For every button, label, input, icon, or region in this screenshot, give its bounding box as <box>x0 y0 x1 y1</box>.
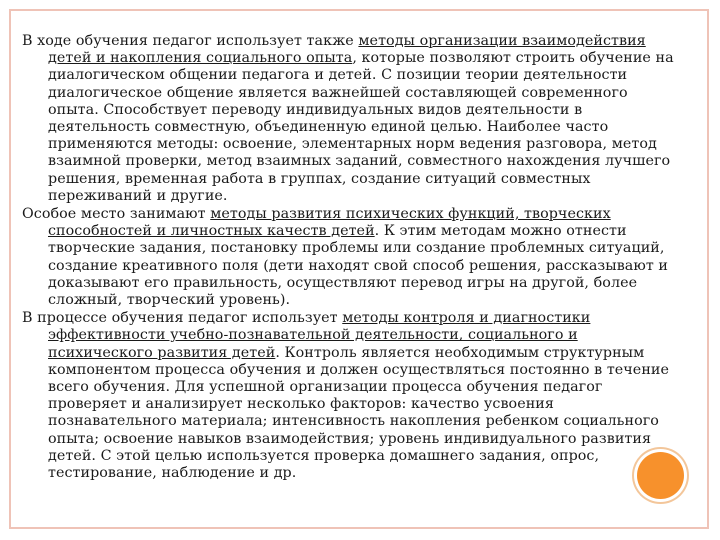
paragraph-text: В процессе обучения педагог использует <box>22 310 343 327</box>
paragraph-interaction-methods <box>22 33 682 205</box>
paragraph-development-methods <box>22 206 682 309</box>
paragraph-text: , которые позволяют строить обучение на диалогическом общении педагога и детей. С позиции теории деятельности диалогическое общение является важнейшей составляющей современного опыта. Способствует переводу индивидуальных видов деятельности в деятельность совместную, объединенную единой целью. Наиболее часто применяются методы: освоение, элементарных норм ведения разговора, метод взаимной проверки, метод взаимных заданий, совместного нахождения лучшего решения, временная работа в группах, создание ситуаций совместных переживаний и другие. <box>48 50 674 204</box>
paragraph-control-methods <box>22 310 682 482</box>
paragraph-text: . К этим методам можно отнести творческие задания, постановку проблемы или создание проблемных ситуаций, создание креативного поля (дети находят свой способ решения, рассказывают и доказывают его правильность, осуществляют перевод игры на другой, более сложный, творческий уровень). <box>48 223 669 309</box>
underlined-term: методы контроля и диагностики эффективности учебно-познавательной деятельности, социального и психического развития детей <box>48 310 591 361</box>
underlined-term: методы организации взаимодействия детей и накопления социального опыта <box>48 33 646 67</box>
underlined-term: методы развития психических функций, творческих способностей и личностных качеств детей <box>48 206 611 240</box>
paragraph-text: В ходе обучения педагог использует также <box>22 33 359 49</box>
slide-body <box>22 33 682 483</box>
paragraph-text: Особое место занимают <box>22 206 211 223</box>
decorative-orange-circle <box>637 452 684 499</box>
paragraph-text: . Контроль является необходимым структурным компонентом процесса обучения и должен осуществляться постоянно в течение всего обучения. Для успешной организации процесса обучения педагог проверяет и анализирует несколько факторов: качество усвоения познавательного материала; интенсивность накопления ребенком социального опыта; освоение навыков взаимодействия; уровень индивидуального развития детей. С этой целью используется проверка домашнего задания, опрос, тестирование, наблюдение и др. <box>48 344 669 482</box>
